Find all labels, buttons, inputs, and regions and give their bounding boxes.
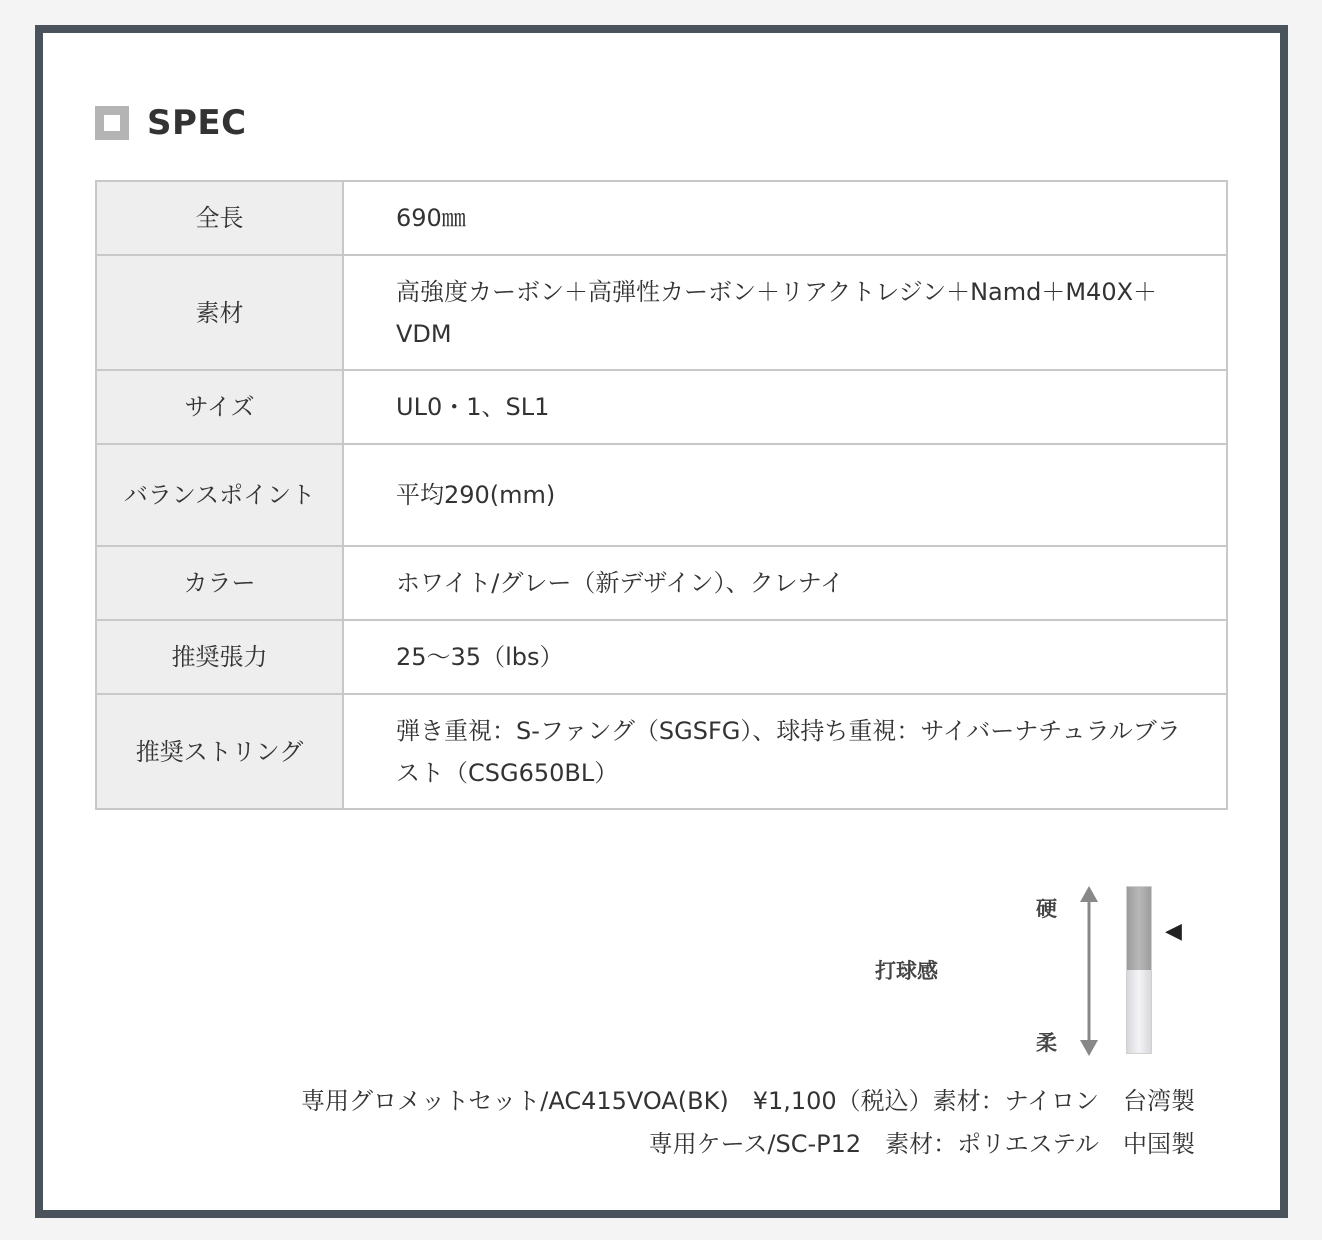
spec-label: 推奨ストリング <box>96 694 343 809</box>
case-note: 専用ケース/SC-P12 素材：ポリエステル 中国製 <box>648 1130 1195 1158</box>
spec-label: 推奨張力 <box>96 620 343 694</box>
double-arrow-icon <box>1079 886 1099 1056</box>
spec-label: 素材 <box>96 255 343 370</box>
spec-value: ホワイト/グレー（新デザイン）、クレナイ <box>343 546 1227 620</box>
table-row <box>96 255 1227 370</box>
spec-value: 高強度カーボン＋高弾性カーボン＋リアクトレジン＋Namd＋M40X＋VDM <box>343 255 1227 370</box>
spec-value: 25〜35（lbs） <box>343 620 1227 694</box>
spec-label: カラー <box>96 546 343 620</box>
table-row <box>96 694 1227 809</box>
spec-value: UL0・1、SL1 <box>343 370 1227 444</box>
spec-value: 平均290(mm) <box>343 444 1227 546</box>
feel-marker-icon: ◀ <box>1165 919 1182 944</box>
spec-frame <box>35 25 1288 1218</box>
spec-value: 弾き重視：S-ファング（SGSFG）、球持ち重視：サイバーナチュラルブラスト（CSG650BL） <box>343 694 1227 809</box>
spec-value: 690㎜ <box>343 181 1227 255</box>
spec-label: 全長 <box>96 181 343 255</box>
table-row <box>96 444 1227 546</box>
feel-level-fill <box>1127 887 1151 970</box>
square-bullet-icon <box>95 106 129 140</box>
spec-label: バランスポイント <box>96 444 343 546</box>
soft-label: 柔 <box>1036 1031 1057 1055</box>
table-row <box>96 181 1227 255</box>
table-row <box>96 546 1227 620</box>
section-heading <box>95 98 247 148</box>
spec-label: サイズ <box>96 370 343 444</box>
hard-label: 硬 <box>1036 897 1057 921</box>
table-row <box>96 620 1227 694</box>
grommet-note: 専用グロメットセット/AC415VOA(BK) ¥1,100（税込）素材：ナイロン 台湾製 <box>300 1087 1195 1115</box>
table-row <box>96 370 1227 444</box>
feel-level-rest <box>1127 970 1151 1053</box>
feel-chart-title: 打球感 <box>875 959 938 983</box>
section-title: SPEC <box>147 103 247 143</box>
feel-level-bar <box>1126 886 1152 1054</box>
spec-table <box>95 180 1228 810</box>
